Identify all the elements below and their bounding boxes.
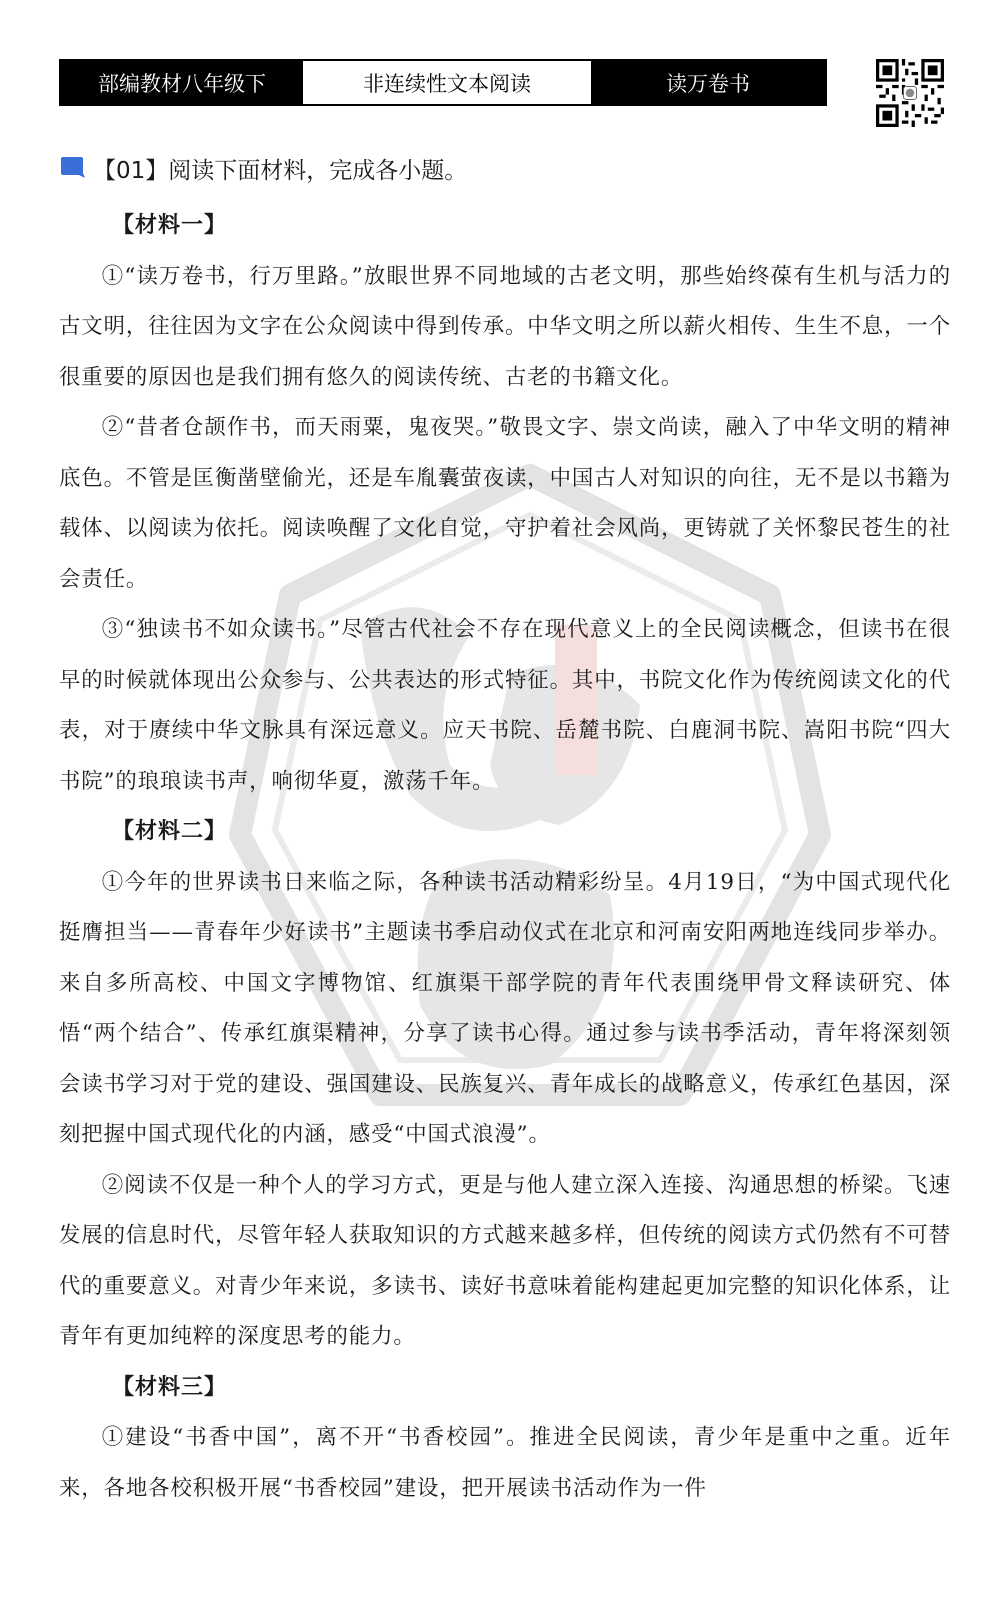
reading-content [59, 201, 951, 1514]
material-1-paragraph-3: ③“独读书不如众读书。”尽管古代社会不存在现代意义上的全民阅读概念，但读书在很早的时候就体现出公众参与、公共表达的形式特征。其中，书院文化作为传统阅读文化的代表，对于赓续中华文脉具有深远意义。应天书院、岳麓书院、白鹿洞书院、嵩阳书院“四大书院”的琅琅读书声，响彻华夏，激荡千年。 [59, 617, 951, 794]
material-1-paragraph-1: ①“读万卷书，行万里路。”放眼世界不同地域的古老文明，那些始终葆有生机与活力的古文明，往往因为文字在公众阅读中得到传承。中华文明之所以薪火相传、生生不息，一个很重要的原因也是我们拥有悠久的阅读传统、古老的书籍文化。 [59, 263, 951, 390]
question-title-text: 【01】阅读下面材料，完成各小题。 [93, 158, 468, 184]
material-1-heading: 【材料一】 [112, 213, 228, 238]
material-3-heading: 【材料三】 [112, 1374, 228, 1400]
page-header [59, 59, 827, 106]
material-2-paragraph-2: ②阅读不仅是一种个人的学习方式，更是与他人建立深入连接、沟通思想的桥梁。飞速发展的信息时代，尽管年轻人获取知识的方式越来越多样，但传统的阅读方式仍然有不可替代的重要意义。对青少年来说，多读书、读好书意味着能构建起更加完整的知识化体系，让青年有更加纯粹的深度思考的能力。 [59, 1172, 951, 1349]
material-1-paragraph-2: ②“昔者仓颉作书，而天雨粟，鬼夜哭。”敬畏文字、崇文尚读，融入了中华文明的精神底色。不管是匡衡凿壁偷光，还是车胤囊萤夜读，中国古人对知识的向往，无不是以书籍为载体、以阅读为依托。阅读唤醒了文化自觉，守护着社会风尚，更铸就了关怀黎民苍生的社会责任。 [59, 415, 951, 592]
header-grade: 部编教材八年级下 [61, 61, 303, 104]
material-3-paragraph-1: ①建设“书香中国”，离不开“书香校园”。推进全民阅读，青少年是重中之重。近年来，各地各校积极开展“书香校园”建设，把开展读书活动作为一件 [59, 1425, 951, 1501]
header-section: 读万卷书 [591, 61, 825, 104]
question-title [59, 152, 467, 185]
material-2-heading: 【材料二】 [112, 819, 228, 844]
qr-code-icon[interactable] [876, 59, 944, 127]
question-bookmark-icon [59, 156, 87, 182]
header-topic: 非连续性文本阅读 [303, 61, 591, 104]
material-2-paragraph-1: ①今年的世界读书日来临之际，各种读书活动精彩纷呈。4月19日，“为中国式现代化挺膺担当——青春年少好读书”主题读书季启动仪式在北京和河南安阳两地连线同步举办。来自多所高校、中国文字博物馆、红旗渠干部学院的青年代表围绕甲骨文释读研究、体悟“两个结合”、传承红旗渠精神，分享了读书心得。通过参与读书季活动，青年将深刻领会读书学习对于党的建设、强国建设、民族复兴、青年成长的战略意义，传承红色基因，深刻把握中国式现代化的内涵，感受“中国式浪漫”。 [59, 869, 951, 1147]
